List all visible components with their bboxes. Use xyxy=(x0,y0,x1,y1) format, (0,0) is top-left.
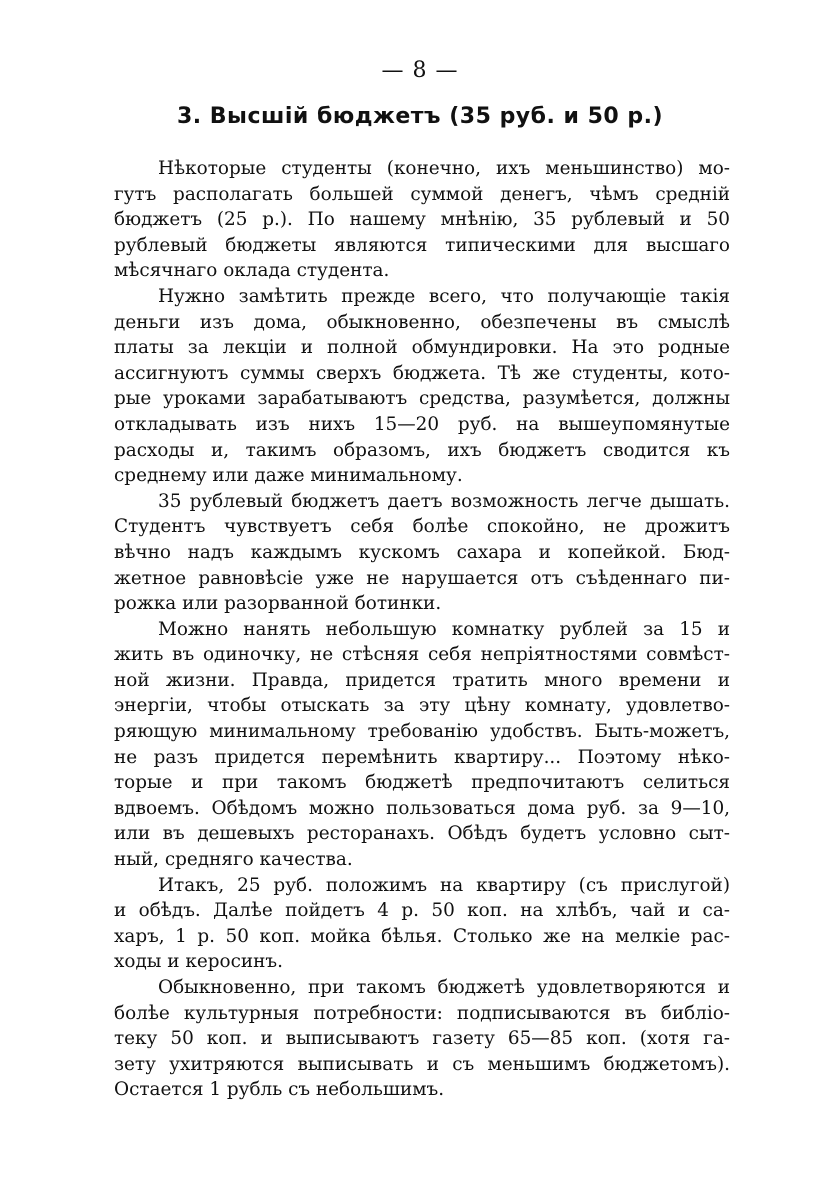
text-line: 35 рублевый бюджетъ даетъ возможность легче дышать. xyxy=(158,490,730,512)
text-line: бюджетъ (25 р.). По нашему мнѣнію, 35 рублевый и 50 xyxy=(114,209,730,231)
text-line: откладывать изъ нихъ 15—20 руб. на вышеупомянутые xyxy=(114,413,730,435)
text-line: Остается 1 рубль съ небольшимъ. xyxy=(114,1079,445,1101)
text-line: рые уроками зарабатываютъ средства, разумѣется, должны xyxy=(114,388,730,410)
text-line: рублевый бюджеты являются типическими для высшаго xyxy=(114,234,730,256)
text-line: жить въ одиночку, не стѣсняя себя непріятностями совмѣст- xyxy=(114,644,730,666)
page-number: — 8 — xyxy=(381,58,459,83)
text-line: зету ухитряются выписывать и съ меньшимъ бюджетомъ). xyxy=(114,1053,730,1075)
text-line: Нѣкоторые студенты (конечно, ихъ меньшинство) мо- xyxy=(158,158,730,179)
paragraph-1 xyxy=(114,156,730,284)
body-text xyxy=(114,156,730,1103)
text-line: энергіи, чтобы отыскать за эту цѣну комнату, удовлетво- xyxy=(114,695,730,717)
text-line: мѣсячнаго оклада студента. xyxy=(114,260,390,282)
text-line: теку 50 коп. и выписываютъ газету 65—85 коп. (хотя га- xyxy=(114,1028,730,1050)
text-line: Итакъ, 25 руб. положимъ на квартиру (съ прислугой) xyxy=(158,874,730,896)
text-line: харъ, 1 р. 50 коп. мойка бѣлья. Столько же на мелкіе рас- xyxy=(114,925,730,947)
text-line: вдвоемъ. Обѣдомъ можно пользоваться дома руб. за 9—10, xyxy=(114,797,730,819)
text-line: платы за лекціи и полной обмундировки. На это родные xyxy=(114,337,730,359)
text-line: ассигнуютъ суммы сверхъ бюджета. Тѣ же студенты, кото- xyxy=(114,362,730,384)
text-line: расходы и, такимъ образомъ, ихъ бюджетъ сводится къ xyxy=(114,439,730,461)
paragraph-5 xyxy=(114,873,730,975)
paragraph-3 xyxy=(114,489,730,617)
text-line: рожка или разорванной ботинки. xyxy=(114,593,442,615)
text-line: Нужно замѣтить прежде всего, что получающіе такія xyxy=(158,285,730,307)
paragraph-4 xyxy=(114,617,730,873)
text-line: ходы и керосинъ. xyxy=(114,951,283,973)
paragraph-2 xyxy=(114,284,730,489)
text-line: болѣе культурныя потребности: подписываются въ библіо- xyxy=(114,1002,730,1024)
section-heading: 3. Высшій бюджетъ (35 руб. и 50 р.) xyxy=(176,104,664,129)
text-line: среднему или даже минимальному. xyxy=(114,465,463,487)
text-line: Можно нанять небольшую комнатку рублей за 15 и xyxy=(158,618,730,640)
text-line: ный, средняго качества. xyxy=(114,849,353,871)
text-line: ной жизни. Правда, придется тратить много времени и xyxy=(114,669,730,691)
text-line: или въ дешевыхъ ресторанахъ. Обѣдъ будетъ условно сыт- xyxy=(114,823,730,845)
text-line: Студентъ чувствуетъ себя болѣе спокойно, не дрожитъ xyxy=(114,516,730,538)
text-line: Обыкновенно, при такомъ бюджетѣ удовлетворяются и xyxy=(158,977,730,998)
text-line: и обѣдъ. Далѣе пойдетъ 4 р. 50 коп. на хлѣбъ, чай и са- xyxy=(114,900,730,922)
text-line: торые и при такомъ бюджетѣ предпочитаютъ селиться xyxy=(114,772,730,794)
text-line: не разъ придется перемѣнить квартиру... Поэтому нѣко- xyxy=(114,746,730,768)
text-line: вѣчно надъ каждымъ кускомъ сахара и копейкой. Бюд- xyxy=(114,541,730,563)
paragraph-6 xyxy=(114,975,730,1103)
text-line: жетное равновѣсіе уже не нарушается отъ съѣденнаго пи- xyxy=(114,567,730,589)
text-line: гутъ располагать большей суммой денегъ, чѣмъ средній xyxy=(114,183,730,205)
text-line: ряющую минимальному требованію удобствъ. Быть-можетъ, xyxy=(114,721,730,743)
text-line: деньги изъ дома, обыкновенно, обезпечены въ смыслѣ xyxy=(114,311,730,333)
